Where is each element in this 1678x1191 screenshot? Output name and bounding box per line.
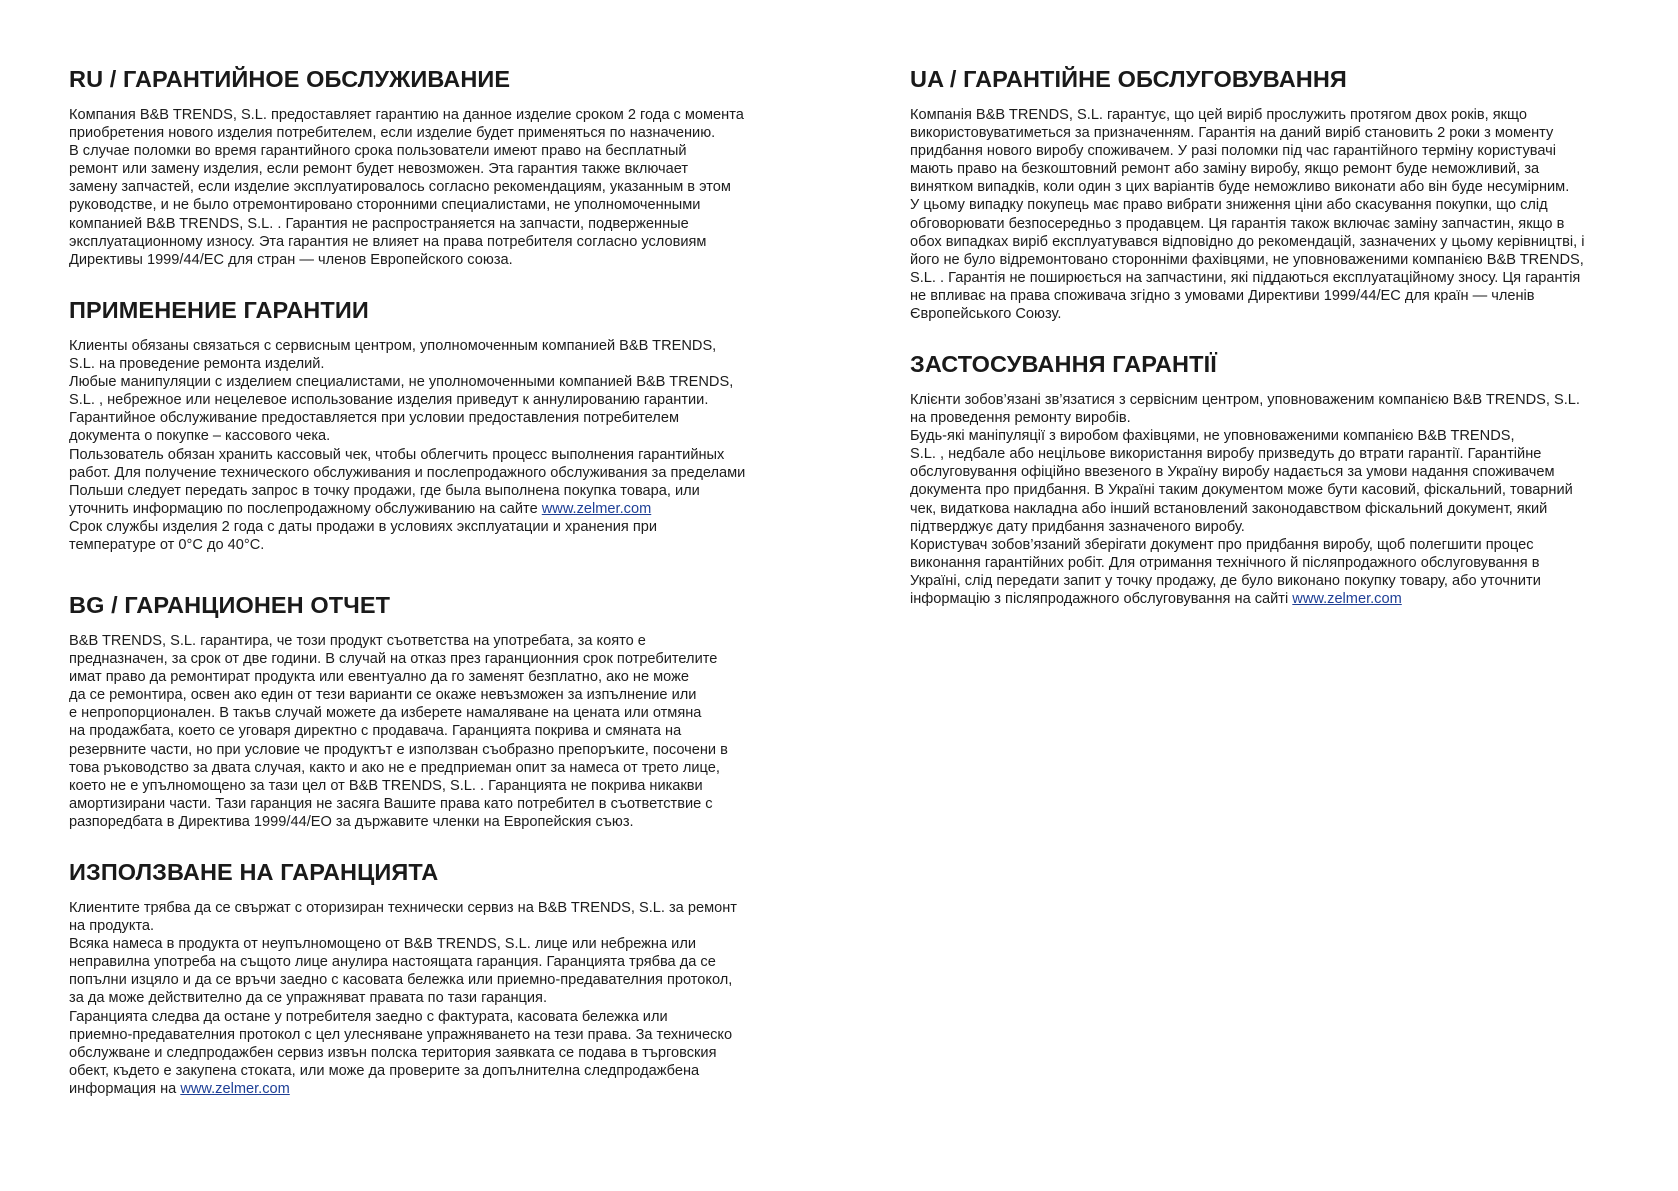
text-line: підтверджує дату придбання зазначеного виробу. [910, 518, 1245, 535]
text-line: У цьому випадку покупець має право вибрати зниження ціни або скасування покупки, що слід [910, 197, 1548, 214]
text-line: обслуговування офіційно ввезеного в Україну виробу надається за умови надання споживачем [910, 464, 1555, 481]
ru-application-text [69, 337, 789, 554]
text-line: Любые манипуляции с изделием специалистами, не уполномоченными компанией B&B TRENDS, [69, 374, 734, 391]
text-line: Компанія B&B TRENDS, S.L. гарантує, що цей виріб прослужить протягом двох років, якщо [910, 107, 1528, 123]
text-line: документа о покупке – кассового чека. [69, 428, 331, 445]
text-line: обект, където е закупена стоката, или може да проверите за допълнителна следпродажбена [69, 1062, 700, 1079]
text-line: В случае поломки во время гарантийного срока пользователи имеют право на бесплатный [69, 143, 687, 160]
ru-application-title: ПРИМЕНЕНИЕ ГАРАНТИИ [69, 297, 369, 323]
text-line: винятком випадків, коли один з цих варіантів буде неможливо виконати або він буде несумірним. [910, 179, 1570, 196]
ua-warranty-section [910, 65, 1630, 323]
text-line: документа про придбання. В Україні таким документом може бути касовий, фіскальний, товарний [910, 482, 1573, 499]
text-line: B&B TRENDS, S.L. гарантира, че този продукт съответства на употребата, за която е [69, 633, 646, 649]
text-line: температуре от 0°С до 40°С. [69, 537, 265, 554]
bg-usage-text [69, 899, 789, 1098]
text-line: чек, видаткова накладна або інший встановлений законодавством фіскальний документ, який [910, 500, 1548, 517]
text-line: S.L. . Гарантія не поширюється на запчастини, які піддаються експлуатаційному зносу. Ця гарантія [910, 269, 1581, 286]
text-line: ремонт или замену изделия, если ремонт будет невозможен. Эта гарантия также включает [69, 161, 689, 178]
text-line: Клиенты обязаны связаться с сервисным центром, уполномоченным компанией B&B TRENDS, [69, 338, 717, 354]
bg-warranty-text [69, 632, 789, 831]
text-line: Клієнти зобов’язані зв’язатися з сервісним центром, уповноваженим компанією B&B TRENDS, S.L. [910, 392, 1580, 408]
text-line [69, 500, 789, 518]
text-line: його не було відремонтовано сторонніми фахівцями, не уповноваженими компанією B&B TRENDS, [910, 251, 1584, 268]
text-line: неправилна употреба на същото лице анулира настоящата гаранция. Гаранцията трябва да се [69, 954, 716, 971]
link-line-prefix: інформацію з післяпродажного обслуговування на сайті [910, 591, 1293, 608]
link-line-prefix: уточнить информацию по послепродажному обслуживанию на сайте [69, 500, 542, 517]
text-line: Компания B&B TRENDS, S.L. предоставляет гарантию на данное изделие сроком 2 года с момента [69, 107, 744, 123]
text-line: Польши следует передать запрос в точку продажи, где была выполнена покупка товара, или [69, 482, 700, 499]
ru-application-section [69, 296, 789, 554]
text-line [69, 1080, 789, 1098]
text-line: замену запчастей, если изделие эксплуатировалось согласно рекомендациям, указанным в этом [69, 179, 731, 196]
ua-application-section [910, 350, 1630, 608]
text-line: Гаранцията следва да остане у потребителя заедно с фактурата, касовата бележка или [69, 1008, 668, 1025]
text-line: обслужване и следпродажбен сервиз извън полска територия заявката се подава в търговския [69, 1044, 717, 1061]
bg-usage-title: ИЗПОЛЗВАНЕ НА ГАРАНЦИЯТА [69, 859, 439, 885]
text-line: Європейського Союзу. [910, 306, 1062, 323]
text-line: е непропорционален. В такъв случай можете да изберете намаляване на цената или отмяна [69, 705, 702, 722]
ua-application-title: ЗАСТОСУВАННЯ ГАРАНТІЇ [910, 351, 1217, 377]
text-line: обговорювати безпосередньо з продавцем. Ця гарантія також включає заміну запчастин, якщо в [910, 215, 1565, 232]
text-line: работ. Для получение технического обслуживания и послепродажного обслуживания за пределами [69, 464, 746, 481]
zelmer-link[interactable]: www.zelmer.com [180, 1080, 290, 1097]
text-line: Пользователь обязан хранить кассовый чек, чтобы облегчить процесс выполнения гарантийных [69, 446, 725, 463]
text-line: S.L. на проведение ремонта изделий. [69, 356, 325, 373]
ua-application-text [910, 391, 1630, 608]
link-line-prefix: информация на [69, 1080, 181, 1097]
text-line: Директивы 1999/44/ЕС для стран — членов Европейского союза. [69, 251, 513, 268]
text-line: використовуватиметься за призначенням. Гарантія на даний виріб становить 2 роки з моменту [910, 125, 1554, 142]
text-line: амортизирани части. Тази гаранция не засяга Вашите права като потребител в съответствие с [69, 795, 713, 812]
ua-warranty-text [910, 106, 1630, 323]
bg-usage-section [69, 858, 789, 1098]
text-line: приобретения нового изделия потребителем, если изделие будет применяться по назначению. [69, 125, 716, 142]
ru-warranty-text [69, 106, 789, 269]
text-line: руководстве, и не было отремонтировано сторонними специалистами, не уполномоченными [69, 197, 701, 214]
text-line: виконання гарантійних робіт. Для отримання технічного й післяпродажного обслуговування в [910, 554, 1540, 571]
text-line: разпоредбата в Директива 1999/44/ЕО за държавите членки на Европейския съюз. [69, 813, 634, 830]
text-line: за да може действително да се упражняват правата по тази гаранция. [69, 990, 548, 1007]
text-line: S.L. , недбале або нецільове використання виробу призведуть до втрати гарантії. Гарантійне [910, 446, 1542, 463]
text-line: Клиентите трябва да се свържат с оторизиран технически сервиз на B&B TRENDS, S.L. за ремонт [69, 900, 737, 916]
ru-warranty-section [69, 65, 789, 269]
text-line: приемно-предавателния протокол с цел улесняване упражняването на тези права. За техническо [69, 1026, 733, 1043]
text-line: придбання нового виробу споживачем. У разі поломки під час гарантійного терміну користувачі [910, 143, 1556, 160]
ua-warranty-title: UA / ГАРАНТІЙНЕ ОБСЛУГОВУВАННЯ [910, 66, 1347, 92]
text-line: S.L. , небрежное или нецелевое использование изделия приведут к аннулированию гарантии. [69, 392, 709, 409]
text-line: Будь-які маніпуляції з виробом фахівцями, не уповноваженими компанією B&B TRENDS, [910, 428, 1515, 445]
text-line: на продукта. [69, 918, 155, 935]
text-line: эксплуатационному износу. Эта гарантия не влияет на права потребителя согласно условиям [69, 233, 707, 250]
text-line: резервните части, но при условие че продуктът е използван съобразно препоръките, посочени в [69, 741, 728, 758]
text-line: не впливає на права споживача згідно з умовами Директиви 1999/44/ЕС для країн — членів [910, 287, 1535, 304]
text-line: Гарантийное обслуживание предоставляется при условии предоставления потребителем [69, 410, 679, 427]
text-line [910, 590, 1630, 608]
zelmer-link[interactable]: www.zelmer.com [1292, 591, 1402, 608]
text-line: на продажбата, което се уговаря директно с продавача. Гаранцията покрива и смяната на [69, 723, 682, 740]
text-line: Україні, слід передати запит у точку продажу, де було виконано покупку товару, або уточнити [910, 572, 1541, 589]
text-line: Всяка намеса в продукта от неупълномощено от B&B TRENDS, S.L. лице или небрежна или [69, 936, 696, 953]
text-line: това ръководство за двата случая, както и ако не е предприеман опит за намеса от трето лице, [69, 759, 720, 776]
text-line: на проведення ремонту виробів. [910, 410, 1131, 427]
ru-warranty-title: RU / ГАРАНТИЙНОЕ ОБСЛУЖИВАНИЕ [69, 66, 511, 92]
text-line: мають право на безкоштовний ремонт або заміну виробу, якщо ремонт буде неможливий, за [910, 161, 1540, 178]
zelmer-link[interactable]: www.zelmer.com [541, 500, 652, 517]
text-line: да се ремонтира, освен ако един от тези варианти се окаже невъзможен за изпълнение или [69, 687, 697, 704]
text-line: обох випадках виріб експлуатувався відповідно до рекомендацій, зазначених у цьому керівництві, і [910, 233, 1585, 250]
text-line: компанией B&B TRENDS, S.L. . Гарантия не распространяется на запчасти, подверженные [69, 215, 689, 232]
bg-warranty-title: BG / ГАРАНЦИОНЕН ОТЧЕТ [69, 592, 391, 618]
text-line: което не е упълномощено за тази цел от B&B TRENDS, S.L. . Гаранцията не покрива никакви [69, 777, 703, 794]
text-line: имат право да ремонтират продукта или евентуално да го заменят безплатно, ако не може [69, 669, 690, 686]
bg-warranty-section [69, 591, 789, 831]
text-line: предназначен, за срок от две години. В случай на отказ през гаранционния срок потребителите [69, 651, 718, 668]
text-line: попълни изцяло и да се връчи заедно с касовата бележка или приемно-предавателния протокол, [69, 972, 733, 989]
text-line: Срок службы изделия 2 года с даты продажи в условиях эксплуатации и хранения при [69, 518, 658, 535]
text-line: Користувач зобов’язаний зберігати документ про придбання виробу, щоб полегшити процес [910, 536, 1534, 553]
